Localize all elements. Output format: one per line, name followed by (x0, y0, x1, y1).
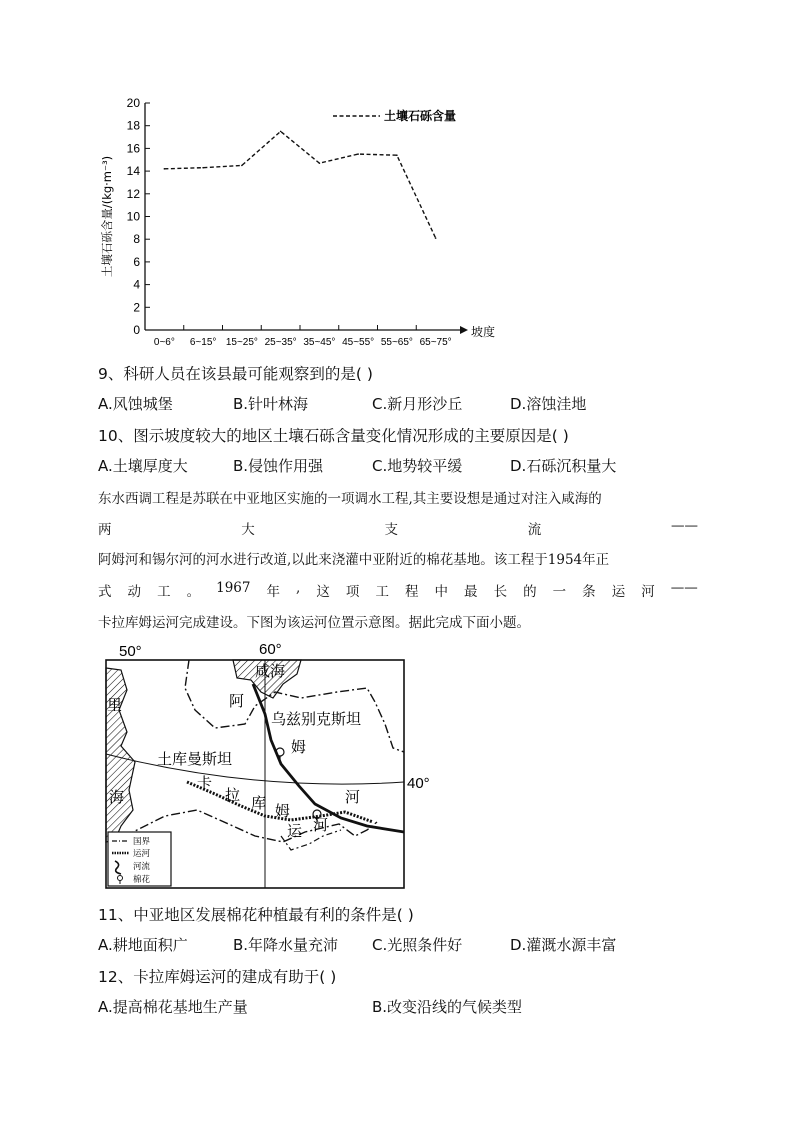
legend-border: 国界 (133, 837, 151, 847)
q10-option-b[interactable]: B.侵蚀作用强 (233, 457, 324, 475)
passage-line-3: 阿姆河和锡尔河的河水进行改道,以此来浇灌中亚附近的棉花基地。该工程于1954年正 (98, 552, 610, 568)
x-tick-label: 15~25° (225, 337, 258, 348)
passage-line-2 (98, 518, 698, 538)
y-tick-label: 10 (126, 209, 140, 224)
data-point (435, 237, 437, 239)
passage-word: 年 (266, 584, 281, 600)
y-tick-label: 0 (133, 323, 140, 337)
passage-word: 最 (464, 584, 478, 600)
q12-option-a[interactable]: A.提高棉花基地生产量 (98, 998, 248, 1016)
question-10-stem: 10、图示坡度较大的地区土壤石砾含量变化情况形成的主要原因是( ) (98, 427, 569, 445)
passage-word: 工 (157, 584, 171, 600)
canal-char-1: 卡 (197, 774, 213, 792)
passage-word: 河 (641, 584, 655, 600)
passage-word: , (296, 580, 301, 596)
y-tick-label: 18 (126, 118, 140, 133)
passage-word: 中 (434, 584, 448, 600)
caspian-label-1: 里 (107, 696, 123, 714)
legend-label: 土壤石砾含量 (384, 109, 457, 123)
data-point (357, 153, 359, 155)
q9-option-c[interactable]: C.新月形沙丘 (372, 395, 463, 413)
x-tick-label: 25~35° (264, 337, 297, 348)
karakum-canal-map (105, 640, 435, 892)
canal-char-5: 运 (287, 822, 303, 840)
q11-option-d[interactable]: D.灌溉水源丰富 (510, 936, 617, 954)
x-axis-arrow (460, 326, 468, 334)
aral-sea-label: 咸海 (255, 662, 286, 680)
lon-60-label: 60° (259, 641, 282, 658)
y-axis-title: 土壤石砾含量/(kg·m⁻³) (100, 155, 114, 278)
passage-word: 工 (375, 584, 389, 600)
y-tick-label: 16 (126, 141, 140, 156)
passage-word: 这 (316, 584, 330, 600)
gravel-content-line-chart (95, 95, 505, 357)
series-line (164, 131, 435, 238)
q9-option-d[interactable]: D.溶蚀洼地 (510, 395, 587, 413)
y-tick-label: 20 (126, 96, 140, 110)
passage-word: 程 (404, 584, 419, 600)
y-tick-label: 12 (126, 186, 140, 201)
q12-option-b[interactable]: B.改变沿线的气候类型 (372, 998, 523, 1016)
x-tick-label: 65~75° (419, 337, 452, 348)
legend-canal: 运河 (133, 849, 151, 859)
passage-word: 。 (186, 584, 201, 600)
question-9-stem: 9、科研人员在该县最可能观察到的是( ) (98, 365, 373, 383)
passage-word: —— (670, 580, 698, 596)
y-tick-label: 14 (126, 164, 140, 179)
passage-word: 一 (552, 584, 567, 600)
passage-word: 1967 (216, 580, 251, 596)
q11-option-c[interactable]: C.光照条件好 (372, 936, 463, 954)
x-tick-label: 55~65° (380, 337, 413, 348)
question-12-stem: 12、卡拉库姆运河的建成有助于( ) (98, 968, 337, 986)
y-tick-label: 6 (133, 254, 140, 269)
river-char-a: 阿 (229, 692, 245, 710)
passage-word: 流 (527, 522, 542, 538)
y-tick-label: 8 (133, 232, 140, 247)
lat-40-label: 40° (407, 775, 430, 792)
passage-word: 项 (345, 584, 360, 600)
caspian-label-2: 海 (109, 788, 125, 806)
canal-char-4: 姆 (275, 802, 291, 820)
river-char-mu: 姆 (291, 738, 307, 756)
data-point (164, 168, 166, 170)
map-legend (108, 832, 171, 886)
passage-line-5: 卡拉库姆运河完成建设。下图为该运河位置示意图。据此完成下面小题。 (98, 615, 530, 631)
q11-option-a[interactable]: A.耕地面积广 (98, 936, 188, 954)
data-point (319, 162, 321, 164)
passage-line-1: 东水西调工程是苏联在中亚地区实施的一项调水工程,其主要设想是通过对注入咸海的 (98, 491, 602, 507)
q10-option-c[interactable]: C.地势较平缓 (372, 457, 463, 475)
passage-word: 长 (493, 584, 508, 600)
q10-option-a[interactable]: A.土壤厚度大 (98, 457, 188, 475)
q9-option-a[interactable]: A.风蚀城堡 (98, 395, 173, 413)
x-tick-label: 6~15° (189, 337, 217, 348)
data-point (241, 165, 243, 167)
q11-option-b[interactable]: B.年降水量充沛 (233, 936, 339, 954)
passage-line-4 (98, 580, 698, 600)
x-tick-label: 0~6° (153, 337, 175, 348)
passage-word: 式 (98, 584, 112, 600)
passage-word: 支 (384, 522, 398, 538)
turkmenistan-label: 土库曼斯坦 (157, 750, 233, 768)
x-tick-label: 35~45° (303, 337, 336, 348)
data-point (202, 167, 204, 169)
passage-word: 动 (127, 584, 142, 600)
q10-option-d[interactable]: D.石砾沉积量大 (510, 457, 617, 475)
passage-word: —— (671, 518, 698, 534)
x-tick-label: 45~55° (342, 337, 375, 348)
y-tick-label: 2 (133, 300, 140, 315)
canal-char-3: 库 (251, 794, 267, 812)
passage-word: 运 (611, 584, 626, 600)
canal-char-6: 河 (313, 816, 329, 834)
x-axis-title: 坡度 (471, 325, 496, 339)
y-tick-label: 4 (133, 277, 140, 292)
question-11-stem: 11、中亚地区发展棉花种植最有利的条件是( ) (98, 906, 414, 924)
q9-option-b[interactable]: B.针叶林海 (233, 395, 309, 413)
river-char-he: 河 (345, 788, 361, 806)
passage-word: 两 (98, 522, 112, 538)
passage-word: 的 (523, 584, 537, 600)
uzbekistan-label: 乌兹别克斯坦 (271, 710, 362, 728)
lon-50-label: 50° (119, 643, 142, 660)
data-point (280, 131, 282, 133)
canal-char-2: 拉 (225, 786, 241, 804)
passage-word: 大 (241, 522, 255, 538)
legend-river: 河流 (133, 862, 151, 872)
passage-word: 条 (582, 584, 596, 600)
data-point (396, 154, 398, 156)
legend-cotton: 棉花 (133, 875, 151, 885)
